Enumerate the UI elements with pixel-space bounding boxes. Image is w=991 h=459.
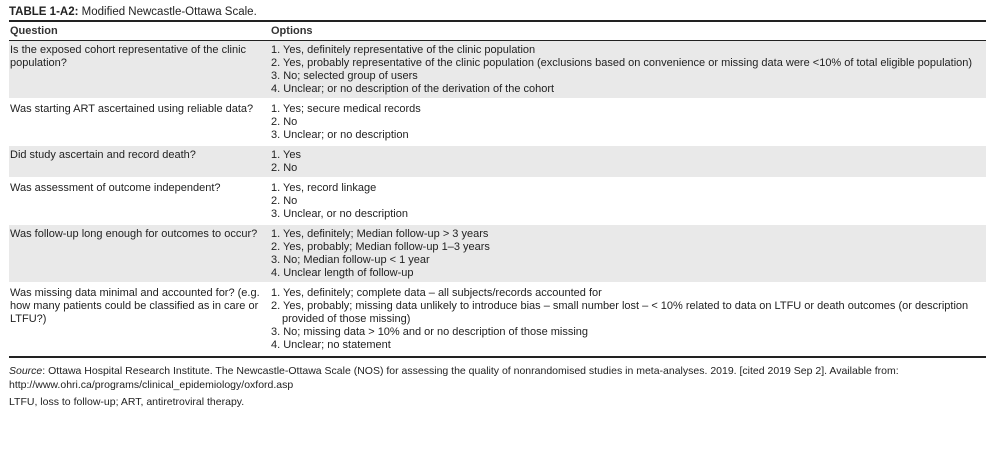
source-label: Source	[9, 365, 43, 377]
option-item: 2. No	[271, 116, 298, 128]
table-title	[9, 4, 986, 20]
table-figure	[9, 4, 986, 408]
table-bottom-rule	[9, 356, 986, 358]
option-item: 1. Yes; secure medical records	[271, 103, 421, 115]
question-cell: Did study ascertain and record death?	[10, 149, 196, 161]
question-cell: Was missing data minimal and accounted for? (e.g. how many patients could be classified as in care or LTFU?)	[10, 287, 260, 325]
option-item: 4. Unclear length of follow-up	[271, 267, 414, 279]
options-cell	[271, 228, 986, 280]
options-cell	[271, 103, 986, 142]
table-row	[9, 41, 986, 100]
question-cell: Was starting ART ascertained using reliable data?	[10, 103, 254, 115]
question-cell: Is the exposed cohort representative of the clinic population?	[10, 44, 247, 69]
table-row	[9, 146, 986, 179]
options-cell	[271, 182, 986, 221]
header-options: Options	[271, 25, 313, 37]
question-cell: Was assessment of outcome independent?	[10, 182, 221, 194]
table-header	[9, 20, 986, 41]
option-item: 1. Yes, definitely representative of the clinic population	[271, 44, 536, 56]
option-item: 1. Yes, record linkage	[271, 182, 377, 194]
option-item: 2. Yes, probably; missing data unlikely to introduce bias – small number lost – < 10% related to data on LTFU or death outcomes (or description provided of those missing)	[271, 300, 969, 325]
option-item: 4. Unclear; no statement	[271, 339, 391, 351]
table-label: TABLE 1-A2:	[9, 6, 79, 18]
source-note	[9, 364, 986, 392]
option-item: 3. Unclear, or no description	[271, 208, 408, 220]
options-cell	[271, 287, 986, 352]
option-item: 2. Yes, probably representative of the clinic population (exclusions based on convenience or missing data were <10% of total eligible population)	[271, 57, 973, 69]
table-body	[9, 41, 986, 356]
table-caption: Modified Newcastle-Ottawa Scale.	[81, 6, 257, 18]
option-item: 3. Unclear; or no description	[271, 129, 409, 141]
option-item: 1. Yes	[271, 149, 301, 161]
table-row	[9, 100, 986, 146]
option-item: 1. Yes, definitely; Median follow-up > 3 years	[271, 228, 489, 240]
table-row	[9, 225, 986, 284]
table-row	[9, 284, 986, 356]
option-item: 2. No	[271, 195, 298, 207]
option-item: 3. No; Median follow-up < 1 year	[271, 254, 430, 266]
option-item: 3. No; missing data > 10% and or no description of those missing	[271, 326, 589, 338]
header-question: Question	[10, 25, 58, 37]
option-item: 1. Yes, definitely; complete data – all subjects/records accounted for	[271, 287, 602, 299]
option-item: 2. Yes, probably; Median follow-up 1–3 years	[271, 241, 490, 253]
question-cell: Was follow-up long enough for outcomes to occur?	[10, 228, 258, 240]
table-row	[9, 179, 986, 225]
option-item: 2. No	[271, 162, 298, 174]
option-item: 4. Unclear; or no description of the derivation of the cohort	[271, 83, 555, 95]
option-item: 3. No; selected group of users	[271, 70, 418, 82]
abbreviation-note: LTFU, loss to follow-up; ART, antiretroviral therapy.	[9, 396, 245, 408]
options-cell	[271, 44, 986, 96]
source-text: : Ottawa Hospital Research Institute. The Newcastle-Ottawa Scale (NOS) for assessing the quality of nonrandomised studies in meta-analyses. 2019. [cited 2019 Sep 2]. Available from: http://www.ohri.ca/programs/clinical_epidemiology/oxford.asp	[9, 365, 899, 391]
options-cell	[271, 149, 986, 175]
